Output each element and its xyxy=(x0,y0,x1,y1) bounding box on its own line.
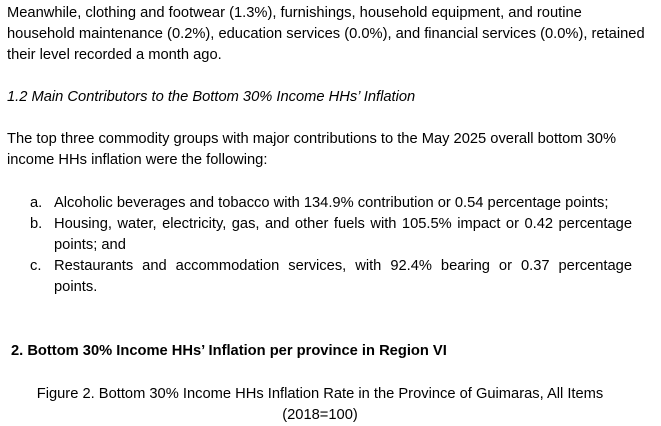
list-marker: a. xyxy=(30,195,43,211)
section-heading: 2. Bottom 30% Income HHs’ Inflation per province in Region VI xyxy=(11,343,447,359)
subsection-heading: 1.2 Main Contributors to the Bottom 30% Income HHs’ Inflation xyxy=(7,89,416,105)
intro-paragraph: Meanwhile, clothing and footwear (1.3%), furnishings, household equipment, and routine household maintenance (0.2%), education services (0.0%), and financial services (0.0%), retained their level recorded a month ago. xyxy=(7,5,645,63)
lead-paragraph: The top three commodity groups with major contributions to the May 2025 overall bottom 30% income HHs inflation were the following: xyxy=(7,131,617,168)
list-item xyxy=(30,214,632,256)
list-marker: c. xyxy=(30,258,42,274)
contributors-list xyxy=(30,193,632,298)
figure-caption: Figure 2. Bottom 30% Income HHs Inflation Rate in the Province of Guimaras, All Items (2018=100) xyxy=(36,386,604,423)
list-item xyxy=(30,256,632,298)
list-item-text: Restaurants and accommodation services, with 92.4% bearing or 0.37 percentage points. xyxy=(54,258,632,295)
list-item xyxy=(30,193,632,214)
list-item-text: Housing, water, electricity, gas, and other fuels with 105.5% impact or 0.42 percentage points; and xyxy=(54,216,632,253)
list-item-text: Alcoholic beverages and tobacco with 134.9% contribution or 0.54 percentage points; xyxy=(54,195,609,211)
list-marker: b. xyxy=(30,216,43,232)
